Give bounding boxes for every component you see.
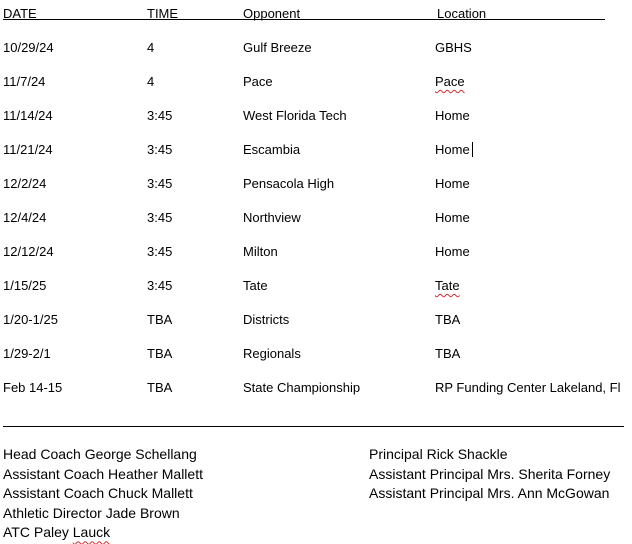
- staff-line: ATC Paley Lauck: [3, 524, 111, 541]
- cell-location: GBHS: [435, 40, 472, 55]
- cell-opponent: Regionals: [243, 346, 301, 361]
- cell-date: 11/21/24: [3, 142, 53, 157]
- cell-location: RP Funding Center Lakeland, Fl: [435, 380, 621, 395]
- section-divider: [3, 426, 624, 427]
- cell-date: 12/4/24: [3, 210, 47, 225]
- cell-location: Home: [435, 210, 470, 225]
- cell-opponent: Northview: [243, 210, 301, 225]
- cell-time: TBA: [147, 346, 173, 361]
- cell-opponent: Pace: [243, 74, 273, 89]
- cell-date: 1/20-1/25: [3, 312, 58, 327]
- cell-time: 4: [147, 74, 155, 89]
- cell-date: 1/29-2/1: [3, 346, 51, 361]
- staff-line: Assistant Coach Chuck Mallett: [3, 485, 193, 502]
- staff-line: Assistant Coach Heather Mallett: [3, 465, 203, 482]
- cell-opponent: Escambia: [243, 142, 301, 157]
- cell-opponent: Pensacola High: [243, 176, 335, 191]
- header-opponent: Opponent: [243, 6, 301, 21]
- cell-date: 1/15/25: [3, 278, 47, 293]
- cell-time: 3:45: [147, 210, 173, 225]
- cell-time: 3:45: [147, 108, 173, 123]
- cell-time: 4: [147, 40, 155, 55]
- cell-opponent: Gulf Breeze: [243, 40, 312, 55]
- cell-opponent: Districts: [243, 312, 290, 327]
- cell-location: Pace: [435, 74, 465, 89]
- header-underline: [3, 19, 605, 20]
- header-date: DATE: [3, 6, 37, 21]
- cell-location: Home: [435, 176, 470, 191]
- cell-opponent: Tate: [243, 278, 268, 293]
- cell-date: 12/12/24: [3, 244, 54, 259]
- cell-location: Home: [435, 142, 473, 157]
- cell-date: 10/29/24: [3, 40, 54, 55]
- staff-line: Athletic Director Jade Brown: [3, 504, 180, 521]
- cell-time: 3:45: [147, 244, 173, 259]
- cell-time: TBA: [147, 312, 173, 327]
- staff-line: Assistant Principal Mrs. Ann McGowan: [369, 485, 610, 502]
- cell-opponent: State Championship: [243, 380, 361, 395]
- cell-location: TBA: [435, 312, 461, 327]
- header-location: Location: [437, 6, 487, 21]
- staff-line: Assistant Principal Mrs. Sherita Forney: [369, 465, 611, 482]
- cell-opponent: West Florida Tech: [243, 108, 347, 123]
- cell-location: Tate: [435, 278, 460, 293]
- text-cursor: [472, 142, 473, 157]
- staff-line: Head Coach George Schellang: [3, 446, 197, 462]
- cell-time: 3:45: [147, 142, 173, 157]
- cell-date: 11/14/24: [3, 108, 53, 123]
- staff-line: Principal Rick Shackle: [369, 446, 508, 462]
- cell-opponent: Milton: [243, 244, 278, 259]
- cell-location: TBA: [435, 346, 461, 361]
- header-time: TIME: [147, 6, 179, 21]
- cell-location: Home: [435, 244, 470, 259]
- cell-time: 3:45: [147, 176, 173, 191]
- cell-time: TBA: [147, 380, 173, 395]
- cell-location: Home: [435, 108, 470, 123]
- cell-date: 12/2/24: [3, 176, 47, 191]
- cell-date: 11/7/24: [3, 74, 46, 89]
- cell-time: 3:45: [147, 278, 173, 293]
- cell-date: Feb 14-15: [3, 380, 63, 395]
